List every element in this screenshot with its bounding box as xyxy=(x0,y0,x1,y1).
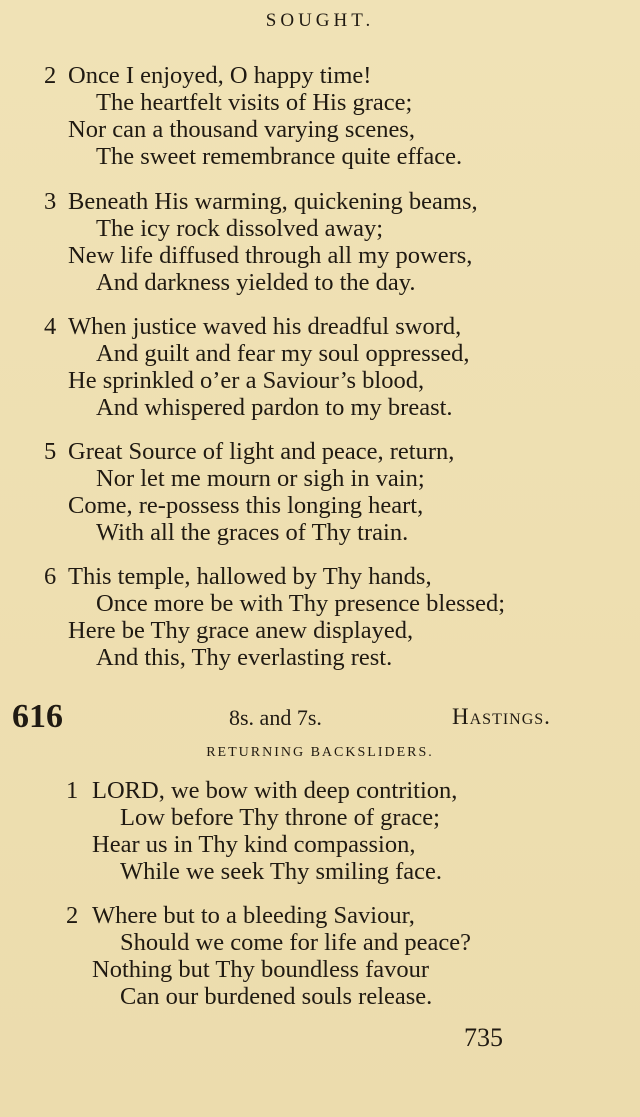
verse-line: And guilt and fear my soul oppressed, xyxy=(96,340,470,367)
verse-line: This temple, hallowed by Thy hands, xyxy=(68,563,432,590)
hymn-title: RETURNING BACKSLIDERS. xyxy=(206,745,434,760)
verse-line: Come, re-possess this longing heart, xyxy=(68,492,424,519)
hymn-meter: 8s. and 7s. xyxy=(229,705,322,730)
verse-line: While we seek Thy smiling face. xyxy=(120,858,443,885)
verse-line: And darkness yielded to the day. xyxy=(96,269,416,296)
verse-line: When justice waved his dreadful sword, xyxy=(68,313,462,340)
verse-line: Beneath His warming, quickening beams, xyxy=(68,188,478,215)
verse-line: Hear us in Thy kind compassion, xyxy=(92,831,416,858)
verse-line: Nor can a thousand varying scenes, xyxy=(68,116,415,143)
stanza-number: 6 xyxy=(44,563,57,590)
verse-line: With all the graces of Thy train. xyxy=(96,519,409,546)
verse-line: He sprinkled o’er a Saviour’s blood, xyxy=(68,367,425,394)
stanza-number: 2 xyxy=(66,902,79,929)
hymn-number: 616 xyxy=(12,698,63,735)
running-header: SOUGHT. xyxy=(265,10,375,31)
page-number: 735 xyxy=(464,1023,503,1052)
verse-line: Where but to a bleeding Saviour, xyxy=(92,902,415,929)
verse-line: Low before Thy throne of grace; xyxy=(120,804,440,831)
stanza-number: 3 xyxy=(44,188,57,215)
stanza-number: 4 xyxy=(44,313,57,340)
stanza-number: 5 xyxy=(44,438,57,465)
verse-line: Nothing but Thy boundless favour xyxy=(92,956,430,983)
verse-line: Can our burdened souls release. xyxy=(120,983,433,1010)
verse-line: Should we come for life and peace? xyxy=(120,929,472,956)
verse-line: And whispered pardon to my breast. xyxy=(96,394,453,421)
verse-line: And this, Thy everlasting rest. xyxy=(96,644,393,671)
verse-line: The heartfelt visits of His grace; xyxy=(96,89,413,116)
verse-line: The sweet remembrance quite efface. xyxy=(96,143,463,170)
verse-line: Here be Thy grace anew displayed, xyxy=(68,617,414,644)
verse-line: The icy rock dissolved away; xyxy=(96,215,384,242)
hymn-tune: Hastings. xyxy=(452,704,551,729)
verse-line: Nor let me mourn or sigh in vain; xyxy=(96,465,425,492)
verse-line: Great Source of light and peace, return, xyxy=(68,438,455,465)
stanza-number: 1 xyxy=(66,777,79,804)
verse-line: Once more be with Thy presence blessed; xyxy=(96,590,506,617)
verse-line: LORD, we bow with deep contrition, xyxy=(92,777,458,804)
verse-line: New life diffused through all my powers, xyxy=(68,242,473,269)
stanza-number: 2 xyxy=(44,62,57,89)
verse-line: Once I enjoyed, O happy time! xyxy=(68,62,372,89)
